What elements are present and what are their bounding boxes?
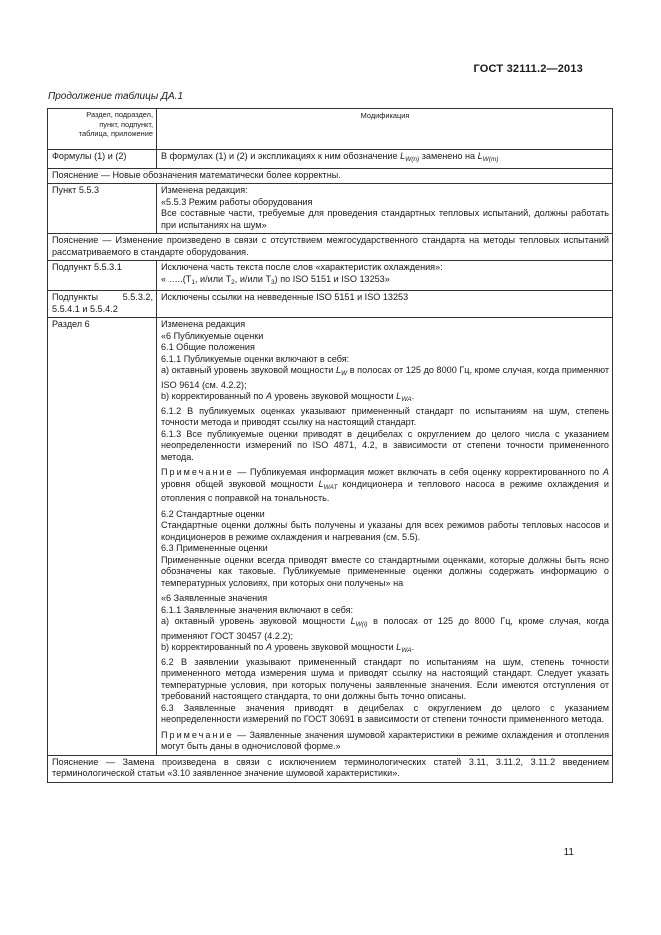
table-row bbox=[48, 150, 613, 169]
row-label: Пункт 5.5.3 bbox=[48, 184, 157, 234]
text-line: 6.1.1 Публикуемые оценки включают в себя: bbox=[161, 353, 350, 364]
header-modification-column: Модификация bbox=[157, 109, 613, 150]
note-paragraph bbox=[161, 730, 609, 753]
text: b) корректированный по bbox=[161, 642, 266, 652]
header-line: пункт, подпункт, bbox=[99, 119, 153, 129]
table-continuation-caption: Продолжение таблицы ДА.1 bbox=[48, 91, 184, 102]
explanation-note: Пояснение — Новые обозначения математически более корректны. bbox=[48, 168, 613, 184]
text: « …..(T bbox=[161, 273, 192, 284]
table-row bbox=[48, 318, 613, 756]
symbol: L bbox=[396, 391, 402, 401]
text-line bbox=[161, 365, 609, 391]
table-row bbox=[48, 168, 613, 184]
text: уровень звуковой мощности bbox=[271, 391, 397, 401]
table-row bbox=[48, 261, 613, 291]
subscript: WAT bbox=[323, 483, 338, 491]
table-header-row bbox=[48, 109, 613, 150]
text: — Заявленные значения шумовой характеристики в режиме охлаждения и отопления могут быть даны в одночисловой форме.» bbox=[161, 729, 609, 751]
text: уровня общей звуковой мощности bbox=[161, 478, 319, 489]
text: а) октавный уровень звуковой мощности bbox=[161, 616, 351, 626]
text-line bbox=[161, 642, 609, 657]
text-line: 6.1.2 В публикуемых оценках указывают примененный стандарт по испытаниям на шум, степень точности метода и приводят ссылку на настоящий стандарт. bbox=[161, 405, 609, 427]
text-line: Исключена часть текста после слов «характеристик охлаждения»: bbox=[161, 262, 443, 272]
symbol: A bbox=[602, 467, 609, 477]
row-content bbox=[157, 150, 613, 169]
text: ) по ISO 5151 и ISO 13253» bbox=[274, 273, 390, 284]
text: , и/или T bbox=[194, 273, 232, 284]
explanation-note: Пояснение — Замена произведена в связи с исключением терминологических статей 3.11, 3.11.2, 3.11.2 введением терминологической статьи «3.10 заявленное значение шумовой характеристики». bbox=[48, 755, 613, 782]
text-line: 6.3 Заявленные значения приводят в децибелах с округлением до целого с указанием неопределенности измерений по ГОСТ 30691 в зависимости от степени точности примененного метода. bbox=[161, 702, 609, 724]
symbol: L bbox=[477, 151, 483, 161]
text: а) октавный уровень звуковой мощности bbox=[161, 365, 336, 375]
symbol: A bbox=[265, 642, 272, 652]
table-row bbox=[48, 234, 613, 261]
text: в полосах от 125 до 8000 Гц, кроме случая, когда применяют ISO 9614 (см. 4.2.2); bbox=[161, 365, 609, 390]
text: в полосах от 125 до 8000 Гц, кроме случая, когда применяют ГОСТ 30457 (4.2.2); bbox=[161, 616, 609, 641]
text-line: 6.1.3 Все публикуемые оценки приводят в децибелах с округлением до целого числа с указанием неопределенности измерений по ISO 4871, 4.2, в зависимости от степени точности примененного метода. bbox=[161, 428, 609, 462]
label-line: Подпункты 5.5.3.2, bbox=[52, 292, 153, 302]
text-line: «6 Заявленные значения bbox=[161, 593, 268, 603]
subscript: 2 bbox=[231, 278, 235, 286]
text: кондиционера и теплового насоса в режиме охлаждения и отопления с поправкой на тональность. bbox=[161, 478, 609, 503]
text-line: «5.5.3 Режим работы оборудования bbox=[161, 196, 313, 207]
text: . bbox=[411, 642, 415, 652]
modification-table bbox=[47, 108, 613, 783]
text: заменено на bbox=[419, 151, 478, 161]
row-label: Подпункт 5.5.3.1 bbox=[48, 261, 157, 291]
symbol: L bbox=[318, 478, 324, 489]
subscript: W(n) bbox=[405, 156, 420, 163]
subscript: W(i) bbox=[355, 621, 368, 628]
text-line bbox=[161, 391, 609, 406]
text: b) корректированный по bbox=[161, 391, 266, 401]
label-line: 5.5.4.1 и 5.5.4.2 bbox=[52, 303, 118, 314]
text: уровень звуковой мощности bbox=[271, 642, 397, 652]
text-line: Изменена редакция bbox=[161, 319, 246, 329]
row-label bbox=[48, 291, 157, 318]
table-row bbox=[48, 184, 613, 234]
subscript: WA bbox=[401, 396, 412, 403]
text-line: Примененные оценки всегда приводят вместе со стандартными оценками, которые должны быть ясно обозначены как таковые. Публикуемые примененные оценки должны содержать информацию о температурных условиях, при которых они получены» на bbox=[161, 554, 609, 588]
text-line: 6.2 В заявлении указывают примененный стандарт по испытаниям на шум, степень точности примененного метода измерения шума и приводят ссылку на настоящий стандарт. Следует указать температурные условия, при которых получены заявленные значения. Если имеются отступления от требований настоящего стандарта, то они должны быть точно описаны. bbox=[161, 656, 609, 701]
table-row bbox=[48, 291, 613, 318]
text-line: «6 Публикуемые оценки bbox=[161, 330, 264, 341]
row-content bbox=[157, 261, 613, 291]
symbol: L bbox=[396, 642, 402, 652]
subscript: WA bbox=[401, 647, 412, 654]
standard-code: ГОСТ 32111.2—2013 bbox=[473, 63, 583, 75]
text-line: 6.3 Примененные оценки bbox=[161, 543, 268, 553]
row-content bbox=[157, 184, 613, 234]
text-line bbox=[161, 616, 609, 642]
text: . bbox=[411, 391, 415, 401]
text: В формулах (1) и (2) и экспликациях к ним обозначение bbox=[161, 151, 401, 161]
subscript: W bbox=[341, 370, 348, 377]
symbol: A bbox=[265, 391, 272, 401]
subscript: 3 bbox=[271, 278, 275, 286]
note-label: Примечание bbox=[161, 729, 234, 740]
subscript: 1 bbox=[191, 278, 195, 286]
symbol: L bbox=[350, 616, 356, 626]
header-section-column bbox=[48, 109, 157, 150]
text-line bbox=[161, 274, 609, 289]
text-line: Стандартные оценки должны быть получены и указаны для всех режимов работы тепловых насосов и кондиционеров в режиме охлаждения и нагревания (см. 5.5). bbox=[161, 520, 609, 542]
note-label: Примечание bbox=[161, 467, 234, 477]
note-paragraph bbox=[161, 467, 609, 505]
text-line: 6.1.1 Заявленные значения включают в себя: bbox=[161, 604, 354, 615]
symbol: L bbox=[400, 151, 406, 161]
text-line: Все составные части, требуемые для проведения стандартных тепловых испытаний, должны работать при испытаниях на шум» bbox=[161, 208, 609, 230]
text-line: Изменена редакция: bbox=[161, 185, 248, 195]
header-line: таблица, приложение bbox=[78, 129, 153, 138]
header-line: Раздел, подраздел, bbox=[86, 110, 153, 119]
text: — Публикуемая информация может включать в себя оценку корректированного по bbox=[233, 467, 603, 477]
row-content bbox=[157, 318, 613, 756]
explanation-note: Пояснение — Изменение произведено в связи с отсутствием межгосударственного стандарта на методы тепловых испытаний рассматриваемого в стандарте оборудования. bbox=[48, 234, 613, 261]
subscript: W(m) bbox=[482, 156, 499, 163]
symbol: L bbox=[335, 365, 341, 375]
text-line: 6.1 Общие положения bbox=[161, 342, 255, 352]
text: , и/или T bbox=[234, 273, 272, 284]
row-content: Исключены ссылки на невведенные ISO 5151 и ISO 13253 bbox=[157, 291, 613, 318]
page-number: 11 bbox=[563, 847, 574, 858]
row-label: Раздел 6 bbox=[48, 318, 157, 756]
row-label: Формулы (1) и (2) bbox=[48, 150, 157, 169]
table-row bbox=[48, 755, 613, 782]
text-line: 6.2 Стандартные оценки bbox=[161, 508, 265, 519]
